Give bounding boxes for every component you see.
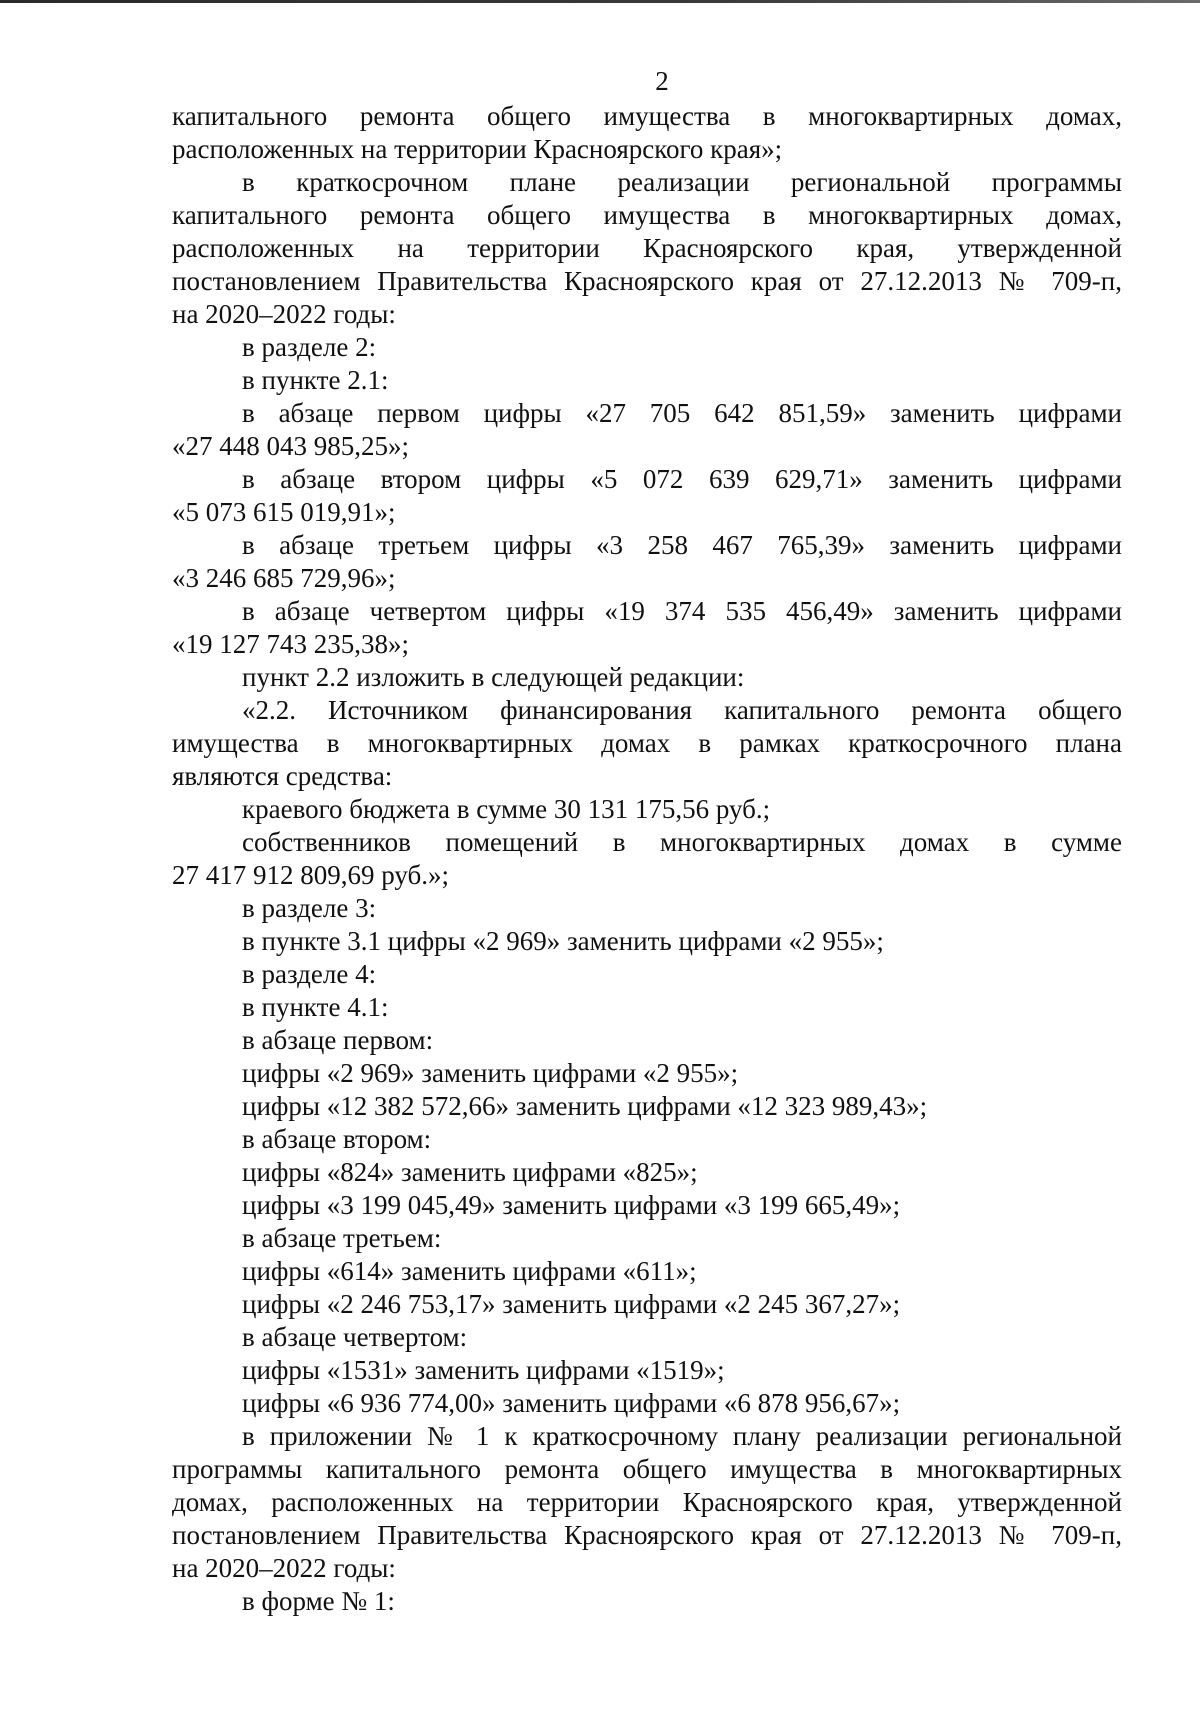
text-line: в разделе 3:: [242, 893, 377, 923]
text-line: в разделе 4:: [242, 959, 377, 989]
text-line: «19 127 743 235,38»;: [172, 629, 410, 659]
text-line: в форме № 1:: [242, 1586, 395, 1616]
text-line: расположенных на территории Красноярского края, утвержденной: [172, 233, 1122, 263]
text-line: на 2020–2022 годы:: [172, 299, 396, 329]
document-page: [172, 62, 1122, 1618]
text-line: «2.2. Источником финансирования капитального ремонта общего: [242, 695, 1122, 725]
text-line: цифры «12 382 572,66» заменить цифрами «12 323 989,43»;: [242, 1091, 928, 1121]
text-line: в абзаце четвертом:: [242, 1322, 468, 1352]
text-line: в разделе 2:: [242, 332, 377, 362]
text-line: в абзаце втором:: [242, 1124, 432, 1154]
text-line: краевого бюджета в сумме 30 131 175,56 руб.;: [242, 794, 771, 824]
text-line: программы капитального ремонта общего имущества в многоквартирных: [172, 1454, 1122, 1484]
text-line: цифры «824» заменить цифрами «825»;: [242, 1157, 698, 1187]
text-line: цифры «2 246 753,17» заменить цифрами «2 245 367,27»;: [242, 1289, 901, 1319]
text-line: в приложении № 1 к краткосрочному плану реализации региональной: [242, 1421, 1122, 1451]
text-line: постановлением Правительства Красноярского края от 27.12.2013 № 709-п,: [172, 266, 1122, 296]
text-line: цифры «3 199 045,49» заменить цифрами «3 199 665,49»;: [242, 1190, 901, 1220]
text-line: «27 448 043 985,25»;: [172, 431, 410, 461]
text-line: цифры «1531» заменить цифрами «1519»;: [242, 1355, 725, 1385]
text-line: в пункте 2.1:: [242, 365, 389, 395]
text-line: цифры «614» заменить цифрами «611»;: [242, 1256, 697, 1286]
text-line: в абзаце третьем цифры «3 258 467 765,39» заменить цифрами: [242, 530, 1122, 560]
text-line: в пункте 3.1 цифры «2 969» заменить цифрами «2 955»;: [242, 926, 884, 956]
page-number: 2: [655, 66, 669, 96]
document-body: [172, 100, 1122, 1618]
text-line: имущества в многоквартирных домах в рамках краткосрочного плана: [172, 728, 1122, 758]
text-line: цифры «6 936 774,00» заменить цифрами «6 878 956,67»;: [242, 1388, 901, 1418]
text-line: в абзаце первом цифры «27 705 642 851,59» заменить цифрами: [242, 398, 1122, 428]
text-line: капитального ремонта общего имущества в многоквартирных домах,: [172, 101, 1122, 131]
text-line: «5 073 615 019,91»;: [172, 497, 396, 527]
text-line: «3 246 685 729,96»;: [172, 563, 396, 593]
text-line: домах, расположенных на территории Красноярского края, утвержденной: [172, 1487, 1122, 1517]
text-line: в абзаце первом:: [242, 1025, 434, 1055]
text-line: на 2020–2022 годы:: [172, 1553, 396, 1583]
text-line: собственников помещений в многоквартирных домах в сумме: [242, 827, 1122, 857]
text-line: 27 417 912 809,69 руб.»;: [172, 860, 450, 890]
text-line: постановлением Правительства Красноярского края от 27.12.2013 № 709-п,: [172, 1520, 1122, 1550]
text-line: являются средства:: [172, 761, 393, 791]
text-line: в пункте 4.1:: [242, 992, 389, 1022]
text-line: пункт 2.2 изложить в следующей редакции:: [242, 662, 745, 692]
text-line: цифры «2 969» заменить цифрами «2 955»;: [242, 1058, 739, 1088]
text-line: в абзаце втором цифры «5 072 639 629,71» заменить цифрами: [242, 464, 1122, 494]
text-line: расположенных на территории Красноярского края»;: [172, 134, 783, 164]
scan-top-edge: [0, 0, 1200, 3]
text-line: в абзаце четвертом цифры «19 374 535 456,49» заменить цифрами: [242, 596, 1122, 626]
text-line: в краткосрочном плане реализации региональной программы: [242, 167, 1122, 197]
text-line: в абзаце третьем:: [242, 1223, 442, 1253]
text-line: капитального ремонта общего имущества в многоквартирных домах,: [172, 200, 1122, 230]
